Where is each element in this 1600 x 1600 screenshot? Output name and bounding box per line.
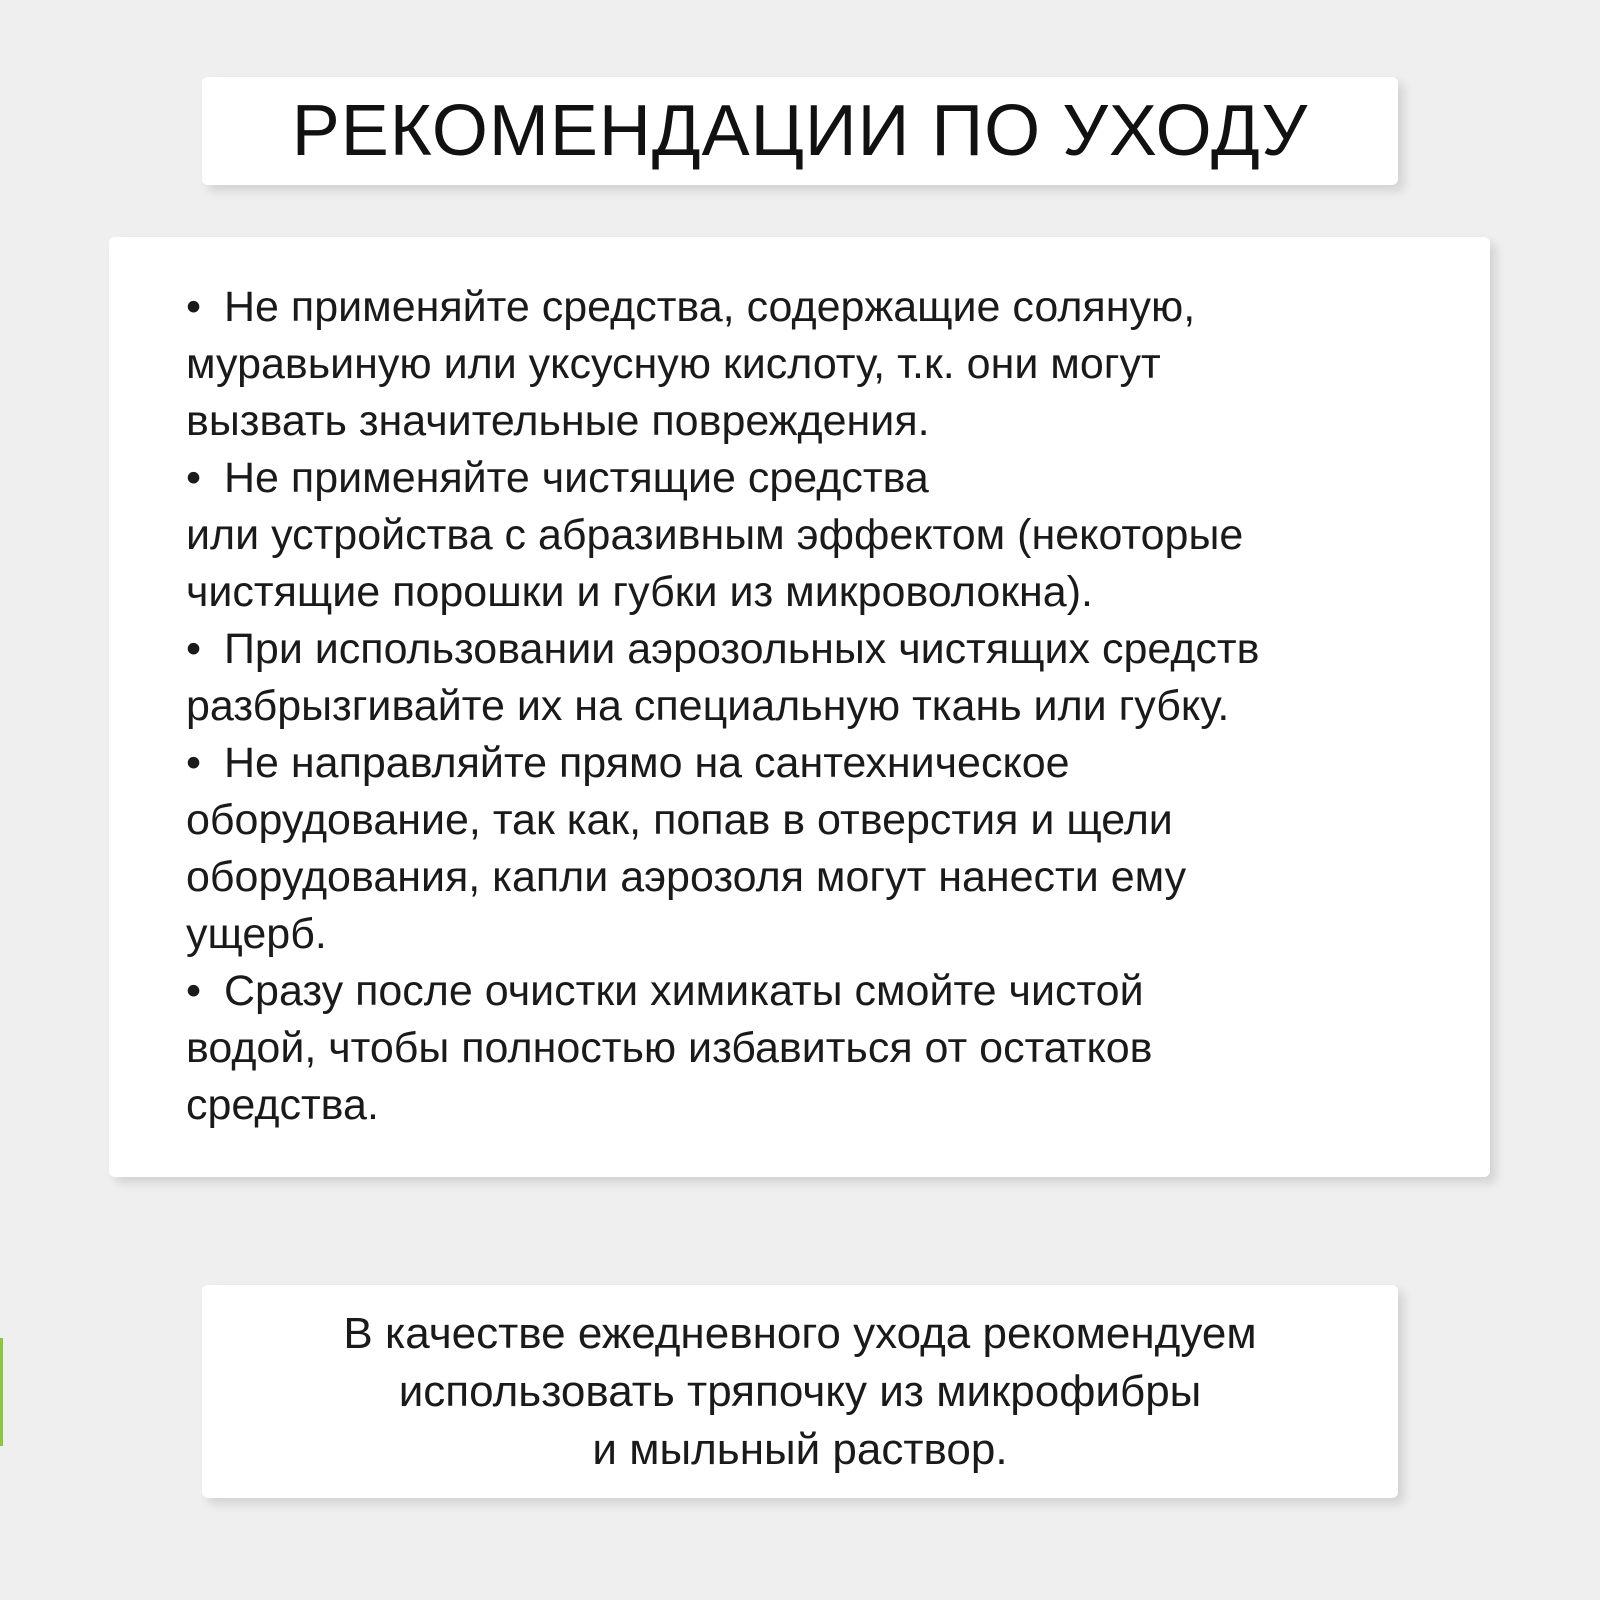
recommendation-line: или устройства с абразивным эффектом (некоторые	[186, 511, 1244, 559]
daily-care-line: и мыльный раствор.	[592, 1424, 1008, 1474]
bullet-icon: •	[186, 967, 202, 1015]
accent-edge-stripe	[0, 1338, 3, 1446]
bullet-icon: •	[186, 625, 202, 673]
recommendation-line: • Не применяйте средства, содержащие соляную,	[186, 279, 1466, 336]
title-card	[202, 77, 1398, 185]
recommendations-card	[109, 237, 1490, 1177]
bullet-icon: •	[186, 454, 202, 502]
bullet-icon: •	[186, 739, 202, 787]
recommendation-line: • При использовании аэрозольных чистящих средств	[186, 621, 1466, 678]
recommendation-line: чистящие порошки и губки из микроволокна).	[186, 568, 1093, 616]
recommendation-line: оборудование, так как, попав в отверстия и щели	[186, 796, 1173, 844]
recommendation-line: • Сразу после очистки химикаты смойте чистой	[186, 963, 1466, 1020]
recommendation-line: водой, чтобы полностью избавиться от остатков	[186, 1024, 1153, 1072]
daily-care-line: В качестве ежедневного ухода рекомендуем	[343, 1308, 1257, 1358]
bullet-icon: •	[186, 283, 202, 331]
recommendation-line: муравьиную или уксусную кислоту, т.к. они могут	[186, 340, 1161, 388]
recommendation-line: • Не направляйте прямо на сантехническое	[186, 735, 1466, 792]
recommendation-line: • Не применяйте чистящие средства	[186, 450, 1466, 507]
recommendation-line: средства.	[186, 1081, 379, 1129]
recommendation-line: вызвать значительные повреждения.	[186, 397, 930, 445]
daily-care-card	[202, 1285, 1398, 1498]
recommendations-list	[186, 279, 1466, 1134]
page-title: РЕКОМЕНДАЦИИ ПО УХОДУ	[291, 91, 1309, 171]
recommendation-line: разбрызгивайте их на специальную ткань или губку.	[186, 682, 1230, 730]
daily-care-line: использовать тряпочку из микрофибры	[398, 1366, 1202, 1416]
recommendation-line: оборудования, капли аэрозоля могут нанести ему	[186, 853, 1187, 901]
recommendation-line: ущерб.	[186, 910, 327, 958]
daily-care-text	[343, 1305, 1256, 1479]
